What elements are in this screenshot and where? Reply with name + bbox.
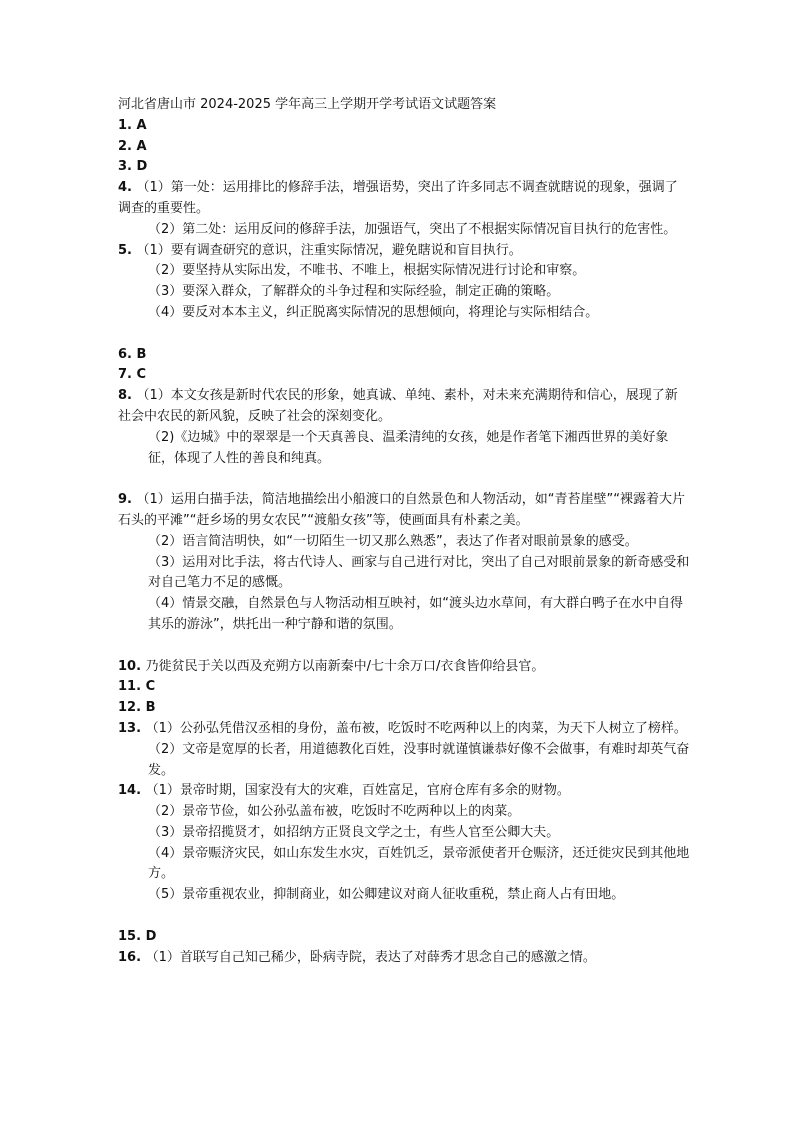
answer-number: 12. [118,700,146,716]
answer-number: 1. [118,117,137,133]
answer-14-part-2: （2）景帝节俭，如公孙弘盖布被，吃饭时不吃两种以上的肉菜。 [148,804,521,820]
spacer [118,636,690,657]
answer-1 [118,116,690,137]
answer-8-part-1 [118,386,690,428]
answer-3 [118,157,690,178]
answer-number: 11. [118,679,146,695]
answer-16-part-1 [118,948,690,969]
answer-text: （1）要有调查研究的意识，注重实际情况，避免瞎说和盲目执行。 [136,242,522,258]
answer-13-part-1 [118,719,690,740]
answer-choice: D [136,159,148,175]
answer-14-part-3: （3）景帝招揽贤才，如招纳方正贤良文学之士，有些人官至公卿大夫。 [148,824,560,840]
answer-choice: C [145,679,156,695]
spacer [118,906,690,927]
answer-number: 7. [118,367,137,383]
answer-number: 9. [118,492,137,508]
spacer [118,324,690,345]
answer-text: （1）景帝时期，国家没有大的灾难，百姓富足，官府仓库有多余的财物。 [145,783,570,799]
answer-4-part-2: （2）第二处：运用反问的修辞手法，加强语气，突出了不根据实际情况盲目执行的危害性。 [148,221,677,237]
answer-number: 14. [118,783,146,799]
answer-text: 乃徙贫民于关以西及充朔方以南新秦中/七十余万口/衣食皆仰给县官。 [145,658,545,674]
answer-number: 10. [118,658,146,674]
answer-number: 8. [118,388,137,404]
answer-4-part-1 [118,178,690,220]
answer-5-part-1 [118,241,690,262]
answer-text: （1）本文女孩是新时代农民的形象，她真诚、单纯、素朴，对未来充满期待和信心，展现了新社会中农民的新风貌，反映了社会的深刻变化。 [118,388,678,424]
answer-choice: B [136,346,147,362]
answer-9-part-2: （2）语言简洁明快，如“一切陌生一切又那么熟悉”，表达了作者对眼前景象的感受。 [148,533,638,549]
answer-number: 6. [118,346,137,362]
answer-9-part-4: （4）情景交融，自然景色与人物活动相互映衬，如“渡头边水草间，有大群白鸭子在水中自得其乐的游泳”，烘托出一种宁静和谐的氛围。 [148,596,684,632]
spacer [118,469,690,490]
answer-12 [118,698,690,719]
answer-13-part-2: （2）文帝是宽厚的长者，用道德教化百姓，没事时就谨慎谦恭好像不会做事，有难时却英气奋发。 [148,741,690,778]
answer-11 [118,677,690,698]
answer-14-part-4: （4）景帝赈济灾民，如山东发生水灾，百姓饥乏，景帝派使者开仓赈济，还迁徙灾民到其他地方。 [148,845,690,882]
answer-number: 2. [118,138,137,154]
answer-choice: B [145,700,156,716]
answer-number: 15. [118,928,146,944]
answer-number: 4. [118,180,137,196]
answer-5-part-2: （2）要坚持从实际出发，不唯书、不唯上，根据实际情况进行讨论和审察。 [148,263,586,279]
answer-choice: D [145,928,157,944]
answer-10 [118,657,690,678]
answer-text: （1）公孙弘凭借汉丞相的身份，盖布被，吃饭时不吃两种以上的肉菜，为天下人树立了榜样。 [145,720,687,736]
answer-text: （1）运用白描手法，简洁地描绘出小船渡口的自然景色和人物活动，如“青苔崖壁”“裸露着大片石头的平滩”“赶乡场的男女农民”“渡船女孩”等，使画面具有朴素之美。 [118,492,685,528]
answer-document [118,95,690,968]
answer-15 [118,927,690,948]
answer-9-part-3: （3）运用对比手法，将古代诗人、画家与自己进行对比，突出了自己对眼前景象的新奇感受和对自己笔力不足的感慨。 [148,554,690,591]
answer-text: （1）首联写自己知己稀少，卧病寺院，表达了对薛秀才思念自己的感激之情。 [145,949,596,965]
answer-text: （1）第一处：运用排比的修辞手法，增强语势，突出了许多同志不调查就瞎说的现象，强调了调查的重要性。 [118,180,678,216]
answer-number: 3. [118,159,137,175]
answer-number: 13. [118,720,146,736]
answer-number: 16. [118,949,146,965]
answer-5-part-4: （4）要反对本本主义，纠正脱离实际情况的思想倾向，将理论与实际相结合。 [148,304,599,320]
answer-14-part-5: （5）景帝重视农业，抑制商业，如公卿建议对商人征收重税，禁止商人占有田地。 [148,887,625,903]
answer-7 [118,365,690,386]
document-title: 河北省唐山市 2024-2025 学年高三上学期开学考试语文试题答案 [118,97,497,112]
answer-6 [118,345,690,366]
answer-5-part-3: （3）要深入群众，了解群众的斗争过程和实际经验，制定正确的策略。 [148,284,560,300]
answer-choice: A [136,117,147,133]
answer-2 [118,137,690,158]
answer-14-part-1 [118,781,690,802]
answer-number: 5. [118,242,137,258]
answer-8-part-2: （2)《边城》中的翠翠是一个天真善良、温柔清纯的女孩，她是作者笔下湘西世界的美好象征，体现了人性的善良和纯真。 [148,429,669,466]
answer-choice: C [136,367,147,383]
answer-9-part-1 [118,490,690,532]
answer-choice: A [136,138,147,154]
